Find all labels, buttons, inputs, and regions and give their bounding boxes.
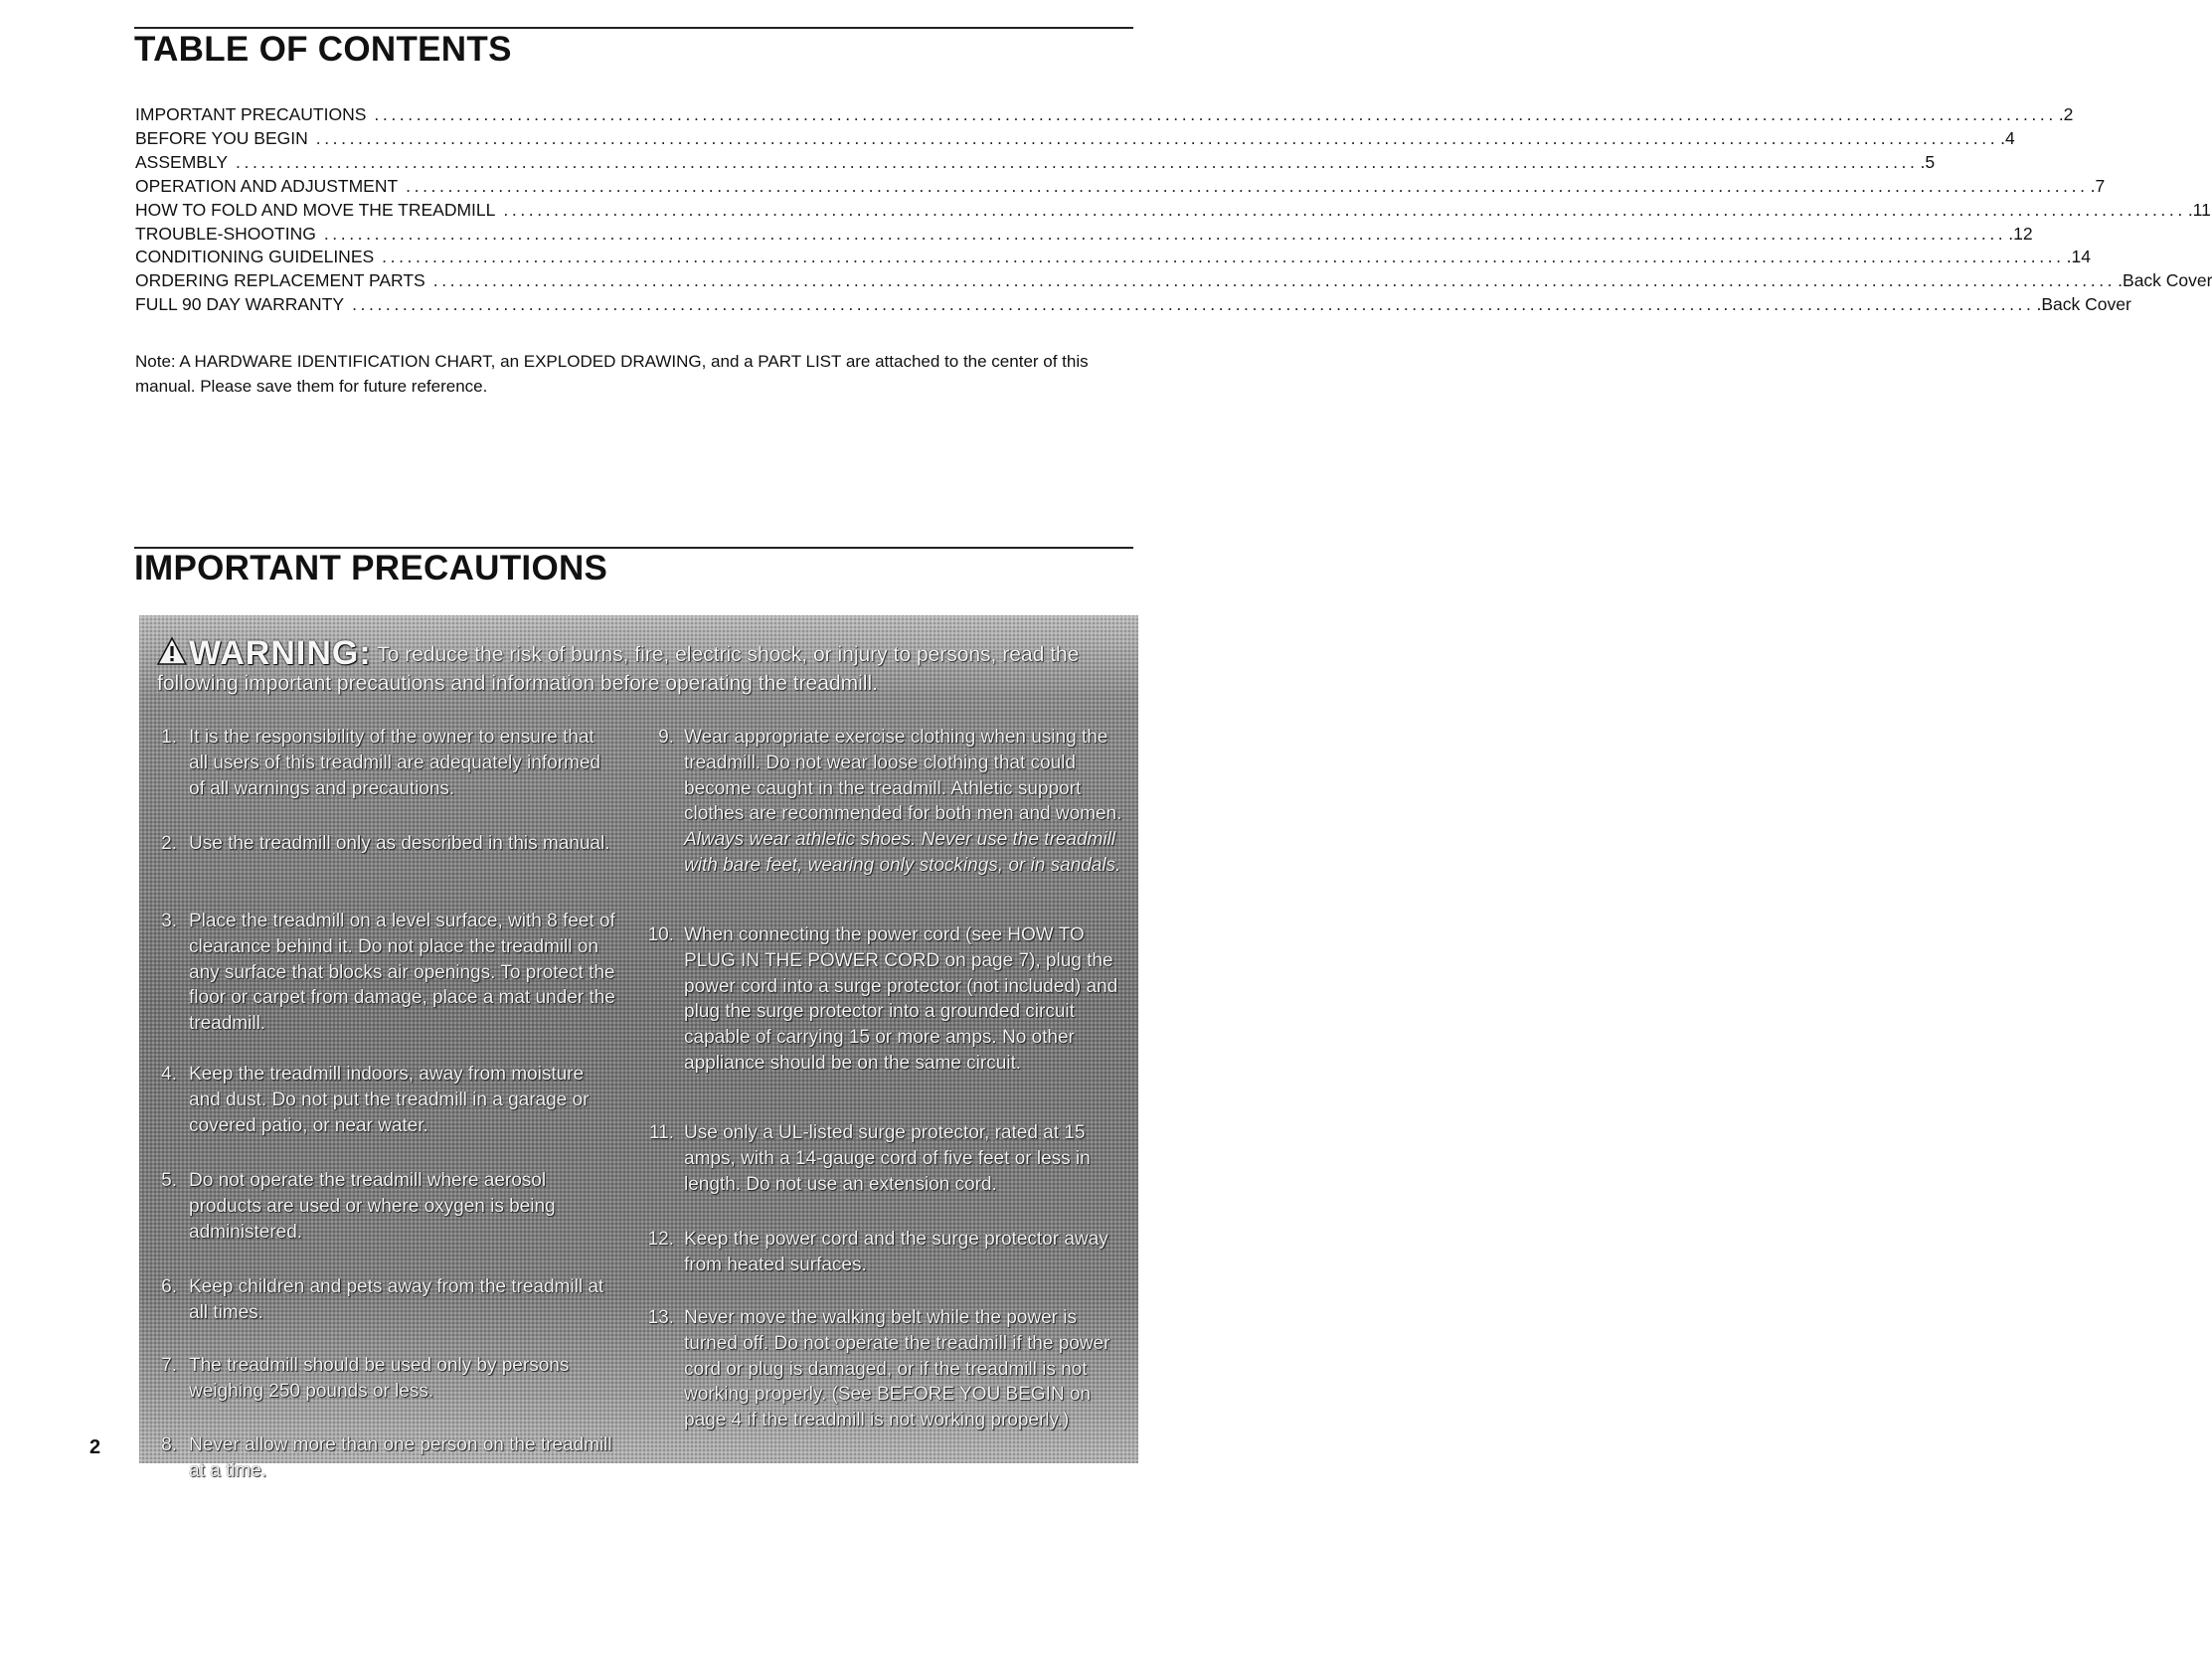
toc-leader-dots: ........................................................................................................................................................................................................ xyxy=(323,223,2007,244)
precaution-number: 10. xyxy=(647,924,674,945)
toc-entry-page: .2 xyxy=(2058,104,2074,124)
precaution-text: It is the responsibility of the owner to ensure that all users of this treadmill are adequately informed of all warnings and precautions. xyxy=(189,727,600,799)
toc-entry-page: .4 xyxy=(2000,127,2015,148)
toc-list xyxy=(135,103,2212,317)
toc-leader-dots: ........................................................................................................................................................................................................ xyxy=(503,199,2186,220)
precaution-text: Use the treadmill only as described in this manual. xyxy=(189,833,610,854)
toc-entry xyxy=(135,269,2212,293)
precaution-number: 11. xyxy=(648,1122,674,1143)
toc-entry xyxy=(135,223,2033,247)
toc-heading: TABLE OF CONTENTS xyxy=(134,30,512,69)
warning-intro-text: To reduce the risk of burns, fire, electric shock, or injury to persons, read the following important precautions and information before operating the treadmill. xyxy=(157,643,1080,695)
precaution-text-main: Wear appropriate exercise clothing when using the treadmill. Do not wear loose clothing that could become caught in the treadmill. Athletic support clothes are recommended for both men and women. xyxy=(684,727,1122,825)
toc-entry-page: .5 xyxy=(1920,151,1936,172)
precaution-text xyxy=(684,725,1123,879)
toc-entry xyxy=(135,199,2211,223)
precaution-item xyxy=(644,725,1123,879)
toc-leader-dots: ........................................................................................................................................................................................................ xyxy=(406,175,2089,196)
precaution-item xyxy=(149,1274,616,1326)
precaution-text-emphasis: Always wear athletic shoes. Never use the treadmill with bare feet, wearing only stockings, or in sandals. xyxy=(684,829,1121,876)
toc-entry-page: .14 xyxy=(2066,247,2091,267)
precaution-item xyxy=(149,831,616,857)
precaution-text: Keep the treadmill indoors, away from moisture and dust. Do not put the treadmill in a garage or covered patio, or near water. xyxy=(189,1064,590,1136)
toc-entry-title: ORDERING REPLACEMENT PARTS xyxy=(135,270,425,291)
toc-entry-title: OPERATION AND ADJUSTMENT xyxy=(135,175,399,196)
toc-leader-dots: ........................................................................................................................................................................................................ xyxy=(352,294,2035,315)
toc-entry xyxy=(135,293,2131,317)
toc-entry-page: .11 xyxy=(2187,199,2211,220)
warning-panel xyxy=(139,615,1138,1481)
precaution-item xyxy=(644,1305,1123,1433)
toc-entry-page: .12 xyxy=(2008,223,2033,244)
toc-entry-page: .Back Cover xyxy=(2118,270,2212,291)
precaution-text: Never move the walking belt while the power is turned off. Do not operate the treadmill if the power cord or plug is damaged, or if the treadmill is not working properly. (See BEFORE YOU BEGIN on page 4 if the treadmill is not working properly.) xyxy=(684,1307,1110,1431)
toc-entry-title: ASSEMBLY xyxy=(135,151,229,172)
precaution-number: 1. xyxy=(161,727,177,748)
precaution-number: 13. xyxy=(647,1307,674,1328)
toc-leader-dots: ........................................................................................................................................................................................................ xyxy=(374,104,2057,124)
precaution-text: Never allow more than one person on the treadmill at a time. xyxy=(189,1434,612,1481)
precaution-number: 2. xyxy=(161,833,177,854)
precaution-text: Place the treadmill on a level surface, with 8 feet of clearance behind it. Do not place the treadmill on any surface that blocks air openings. To protect the floor or carpet from damage, place a mat under the treadmill. xyxy=(189,911,615,1035)
precaution-number: 7. xyxy=(161,1355,177,1376)
toc-note: Note: A HARDWARE IDENTIFICATION CHART, an EXPLODED DRAWING, and a PART LIST are attached to the center of this manual. Please save them for future reference. xyxy=(135,352,1089,396)
toc-entry xyxy=(135,103,2074,127)
toc-entry-page: .7 xyxy=(2090,175,2106,196)
toc-entry-title: CONDITIONING GUIDELINES xyxy=(135,247,375,267)
toc-entry xyxy=(135,127,2015,151)
toc-entry-title: TROUBLE-SHOOTING xyxy=(135,223,316,244)
precaution-item xyxy=(149,1168,616,1245)
page-number: 2 xyxy=(89,1436,101,1458)
precaution-item xyxy=(644,923,1123,1077)
precaution-text: Do not operate the treadmill where aerosol products are used or where oxygen is being administered. xyxy=(189,1170,556,1243)
precaution-text: When connecting the power cord (see HOW TO PLUG IN THE POWER CORD on page 7), plug the power cord into a surge protector (not included) and plug the surge protector into a grounded circuit capable of carrying 15 or more amps. No other appliance should be on the same circuit. xyxy=(684,924,1118,1074)
precaution-item xyxy=(644,1227,1123,1278)
precaution-item xyxy=(149,1062,616,1138)
toc-leader-dots: ........................................................................................................................................................................................................ xyxy=(432,270,2117,291)
toc-entry xyxy=(135,151,1936,175)
precaution-number: 4. xyxy=(161,1064,177,1085)
toc-leader-dots: ........................................................................................................................................................................................................ xyxy=(382,247,2065,267)
toc-entry-title: HOW TO FOLD AND MOVE THE TREADMILL xyxy=(135,199,496,220)
precaution-text: The treadmill should be used only by persons weighing 250 pounds or less. xyxy=(189,1355,570,1402)
precaution-item xyxy=(149,1353,616,1405)
precaution-item xyxy=(149,725,616,801)
toc-entry xyxy=(135,175,2106,199)
precaution-number: 8. xyxy=(161,1434,177,1455)
toc-entry-title: FULL 90 DAY WARRANTY xyxy=(135,294,345,315)
precaution-text: Keep the power cord and the surge protector away from heated surfaces. xyxy=(684,1229,1108,1275)
precaution-number: 3. xyxy=(161,911,177,931)
precaution-number: 9. xyxy=(658,727,674,748)
precaution-item xyxy=(644,1120,1123,1197)
precaution-number: 12. xyxy=(647,1229,674,1250)
precautions-heading: IMPORTANT PRECAUTIONS xyxy=(134,549,608,588)
precaution-number: 5. xyxy=(161,1170,177,1191)
toc-entry-title: IMPORTANT PRECAUTIONS xyxy=(135,104,367,124)
toc-leader-dots: ........................................................................................................................................................................................................ xyxy=(236,151,1919,172)
toc-leader-dots: ........................................................................................................................................................................................................ xyxy=(315,127,1999,148)
precaution-number: 6. xyxy=(161,1276,177,1297)
precaution-text: Keep children and pets away from the treadmill at all times. xyxy=(189,1276,604,1323)
warning-word: WARNING: xyxy=(189,634,372,672)
warning-triangle-icon xyxy=(157,637,187,665)
toc-entry xyxy=(135,246,2091,269)
precaution-item xyxy=(149,909,616,1037)
toc-entry-page: .Back Cover xyxy=(2036,294,2131,315)
precaution-text: Use only a UL-listed surge protector, rated at 15 amps, with a 14-gauge cord of five feet or less in length. Do not use an extension cord. xyxy=(684,1122,1091,1195)
warning-intro xyxy=(157,634,1121,698)
toc-entry-title: BEFORE YOU BEGIN xyxy=(135,127,308,148)
precaution-item xyxy=(149,1432,616,1484)
top-rule xyxy=(134,27,1133,29)
